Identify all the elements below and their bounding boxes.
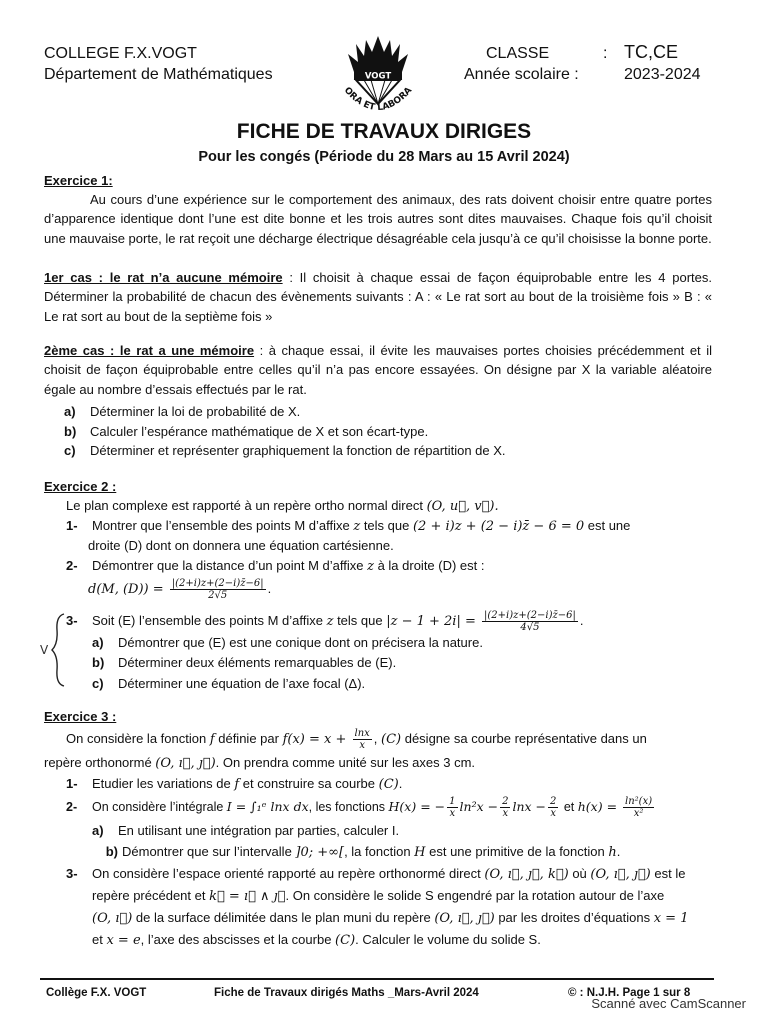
- class-value: TC,CE: [624, 42, 678, 62]
- ex3-q2-a: a) En utilisant une intégration par parties, calculer I.: [92, 823, 400, 838]
- ex2-q1: 1- Montrer que l’ensemble des points M d’affixe z tels que (2 + i)z + (2 − i)z̄ − 6 = 0 est une: [66, 518, 631, 534]
- year-label: Année scolaire :: [464, 66, 579, 83]
- ex3-q2-b: b) Démontrer que sur l’intervalle ]0; +∞[, la fonction H est une primitive de la fonction h.: [105, 844, 621, 860]
- footer-school: Collège F.X. VOGT: [46, 987, 147, 999]
- ex2-item-b: b) Déterminer deux éléments remarquables de (E).: [92, 655, 397, 670]
- ex3-q3-line2: repère précédent et k⃗ = ı⃗ ∧ ȷ⃗. On considère le solide S engendré par la rotation autour de l’axe: [92, 888, 665, 904]
- ex3-q1: 1- Etudier les variations de f et construire sa courbe (C).: [66, 776, 403, 792]
- ex2-item-c: c) Déterminer une équation de l’axe focal (Δ).: [92, 676, 366, 691]
- camscanner-watermark: Scanné avec CamScanner: [591, 996, 746, 1011]
- logo-motto: ORA ET LABORA: [341, 85, 415, 114]
- ex3-q3-line4: et x = e, l’axe des abscisses et la courbe (C). Calculer le volume du solide S.: [92, 932, 541, 948]
- ex2-q2-formula: d(M, (D)) = $\frac{|(2+i)z+(2-i)z̄-6|}{2√5}$ .: [88, 578, 272, 601]
- ex1-item-a: a) Déterminer la loi de probabilité de X.: [64, 404, 301, 419]
- exercise-3-title: Exercice 3 :: [44, 709, 117, 724]
- page-title: FICHE DE TRAVAUX DIRIGES: [236, 120, 532, 143]
- ex3-q3-line3: (O, ı⃗) de la surface délimitée dans le plan muni du repère (O, ı⃗, ȷ⃗) par les droites d’équations x = 1: [92, 910, 689, 926]
- ex3-q3: 3- On considère l’espace orienté rapporté au repère orthonormé direct (O, ı⃗, ȷ⃗, k⃗) où (O, ı⃗, ȷ⃗) est le: [66, 866, 686, 882]
- case-1-label: 1er cas : le rat n’a aucune mémoire: [44, 270, 283, 285]
- case-2-label: 2ème cas : le rat a une mémoire: [44, 343, 255, 358]
- case-1-text: : Il choisit à chaque essai de façon équiprobable entre les 4 portes. Déterminer la probabilité de chacun des évènements suivants : A : « Le rat sort au bout de la troisième fois » B : « Le rat sort au bout de la septième fois »: [44, 270, 712, 324]
- footer-page: © : N.J.H. Page 1 sur 8: [568, 987, 691, 999]
- exercise-1-title: Exercice 1:: [44, 173, 113, 188]
- ex1-item-c: c) Déterminer et représenter graphiquement la fonction de répartition de X.: [64, 443, 506, 458]
- ex2-q1-line2: droite (D) dont on donnera une équation cartésienne.: [88, 538, 394, 553]
- case-2-text: : à chaque essai, il évite les mauvaises portes choisies précédemment et il choisit de façon équiprobable entre celles qu’il n’a pas encore essayées. On désigne par X la variable aléatoire égale au nombre d’essais effectués par le rat.: [44, 343, 712, 397]
- svg-text:ORA ET LABORA: [342, 86, 414, 113]
- footer-title: Fiche de Travaux dirigés Maths _Mars-Avril 2024: [214, 987, 479, 999]
- department-name: Département de Mathématiques: [44, 66, 273, 83]
- page-subtitle: Pour les congés (Période du 28 Mars au 15 Avril 2024): [198, 149, 570, 165]
- ex2-item-a: a) Démontrer que (E) est une conique dont on précisera la nature.: [92, 635, 483, 650]
- lnx-over-x-fraction: $\frac{\ln x}{x}$: [354, 728, 370, 751]
- ex3-intro-line2: repère orthonormé (O, ı⃗, ȷ⃗). On prendra comme unité sur les axes 3 cm.: [44, 755, 476, 771]
- class-colon: :: [603, 45, 608, 62]
- exercise-1-case-1: [44, 268, 712, 326]
- conic-fraction: $\frac{|(2+i)z+(2-i)z̄-6|}{4√5}$: [484, 610, 576, 633]
- exercise-1-intro: Au cours d’une expérience sur le comportement des animaux, des rats doivent choisir entre quatre portes d’apparence identique dont l’une est dite bonne et les trois autres sont dites mauvaises. Chaque fois qu’il choisit une mauvaise porte, le rat reçoit une décharge électrique désagréable cela jusqu’à ce qu’il choisisse la bonne porte.: [44, 192, 712, 246]
- distance-fraction: $\frac{|(2+i)z+(2-i)z̄-6|}{2√5}$: [171, 578, 264, 601]
- exercise-2-title: Exercice 2 :: [44, 479, 117, 494]
- ex2-q2: 2- Démontrer que la distance d’un point M d’affixe z à la droite (D) est :: [66, 558, 485, 574]
- ex2-q3: 3- Soit (E) l’ensemble des points M d’affixe z tels que |z − 1 + 2i| = $\frac{|(2+i)z+(2-i)z̄-6|}{4√5}$ .: [66, 610, 584, 633]
- school-logo: [328, 32, 428, 124]
- school-name: COLLEGE F.X.VOGT: [44, 45, 197, 62]
- logo-text: VOGT: [364, 71, 392, 82]
- year-value: 2023-2024: [624, 66, 701, 83]
- ex1-item-b: b) Calculer l’espérance mathématique de X et son écart-type.: [64, 424, 429, 439]
- class-label: CLASSE: [486, 45, 550, 62]
- margin-check-mark: V: [40, 643, 49, 657]
- ex3-intro: On considère la fonction f définie par f(x) = x + $\frac{\ln x}{x}$ , (C) désigne sa courbe représentative dans un: [66, 728, 647, 751]
- footer-divider: [40, 978, 714, 980]
- margin-brace-mark: [38, 610, 68, 690]
- ex2-intro: Le plan complexe est rapporté à un repère ortho normal direct (O, u⃗, v⃗).: [66, 498, 499, 514]
- ex3-q2: 2- On considère l’intégrale I = ∫₁ᵉ lnx dx, les fonctions H(x) = − $\frac{1}{x}$ ln²x − $\frac{2}{x}$ lnx − $\frac{2}{x}$ et h(x) = $\frac{\text{ln²(x)}}{\text{x²}}$: [66, 796, 653, 819]
- exercise-1-case-2: [44, 341, 712, 399]
